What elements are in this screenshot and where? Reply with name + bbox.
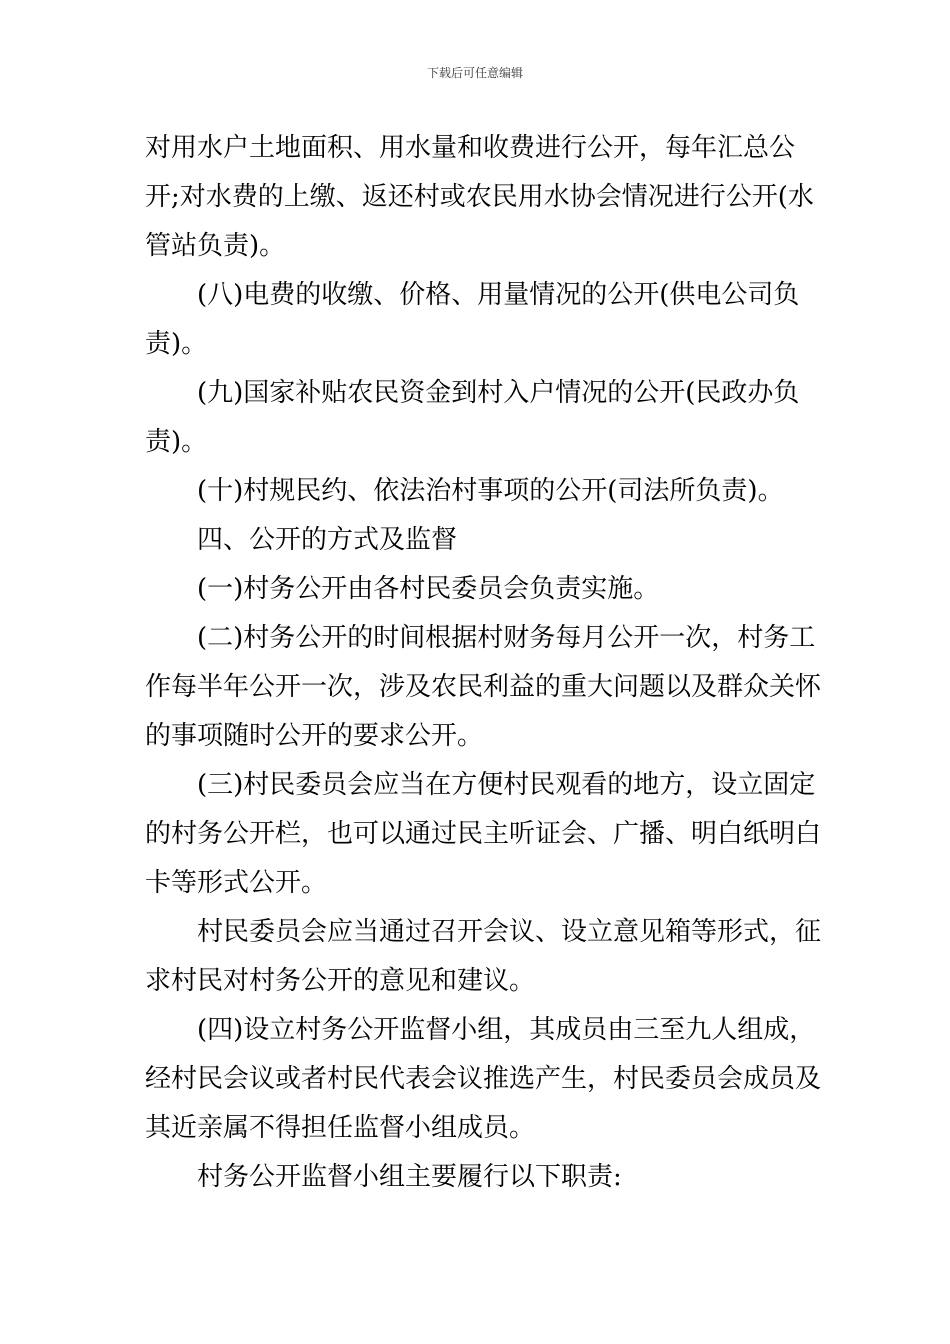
- paragraph-item-10: (十)村规民约、依法治村事项的公开(司法所负责)。: [197, 476, 784, 506]
- paragraph-item-8: (八)电费的收缴、价格、用量情况的公开(供电公司负责)。: [145, 280, 800, 359]
- section-heading-4: 四、公开的方式及监督: [197, 525, 458, 555]
- paragraph-water-fees: 对用水户土地面积、用水量和收费进行公开，每年汇总公开;对水费的上缴、返还村或农民用水协会情况进行公开(水管站负责)。: [145, 133, 814, 261]
- paragraph-sub-4: (四)设立村务公开监督小组，其成员由三至九人组成，经村民会议或者村民代表会议推选产生，村民委员会成员及其近亲属不得担任监督小组成员。: [145, 1015, 822, 1143]
- page-header: 下载后可任意编辑: [426, 66, 523, 80]
- paragraph-duties: 村务公开监督小组主要履行以下职责:: [197, 1162, 622, 1192]
- paragraph-feedback: 村民委员会应当通过召开会议、设立意见箱等形式，征求村民对村务公开的意见和建议。: [145, 917, 822, 996]
- document-body: [145, 124, 825, 1202]
- paragraph-sub-1: (一)村务公开由各村民委员会负责实施。: [197, 574, 660, 604]
- paragraph-sub-2: (二)村务公开的时间根据村财务每月公开一次，村务工作每半年公开一次，涉及农民利益的重大问题以及群众关怀的事项随时公开的要求公开。: [145, 623, 822, 751]
- paragraph-item-9: (九)国家补贴农民资金到村入户情况的公开(民政办负责)。: [145, 378, 800, 457]
- paragraph-sub-3: (三)村民委员会应当在方便村民观看的地方，设立固定的村务公开栏，也可以通过民主听证会、广播、明白纸明白卡等形式公开。: [145, 770, 822, 898]
